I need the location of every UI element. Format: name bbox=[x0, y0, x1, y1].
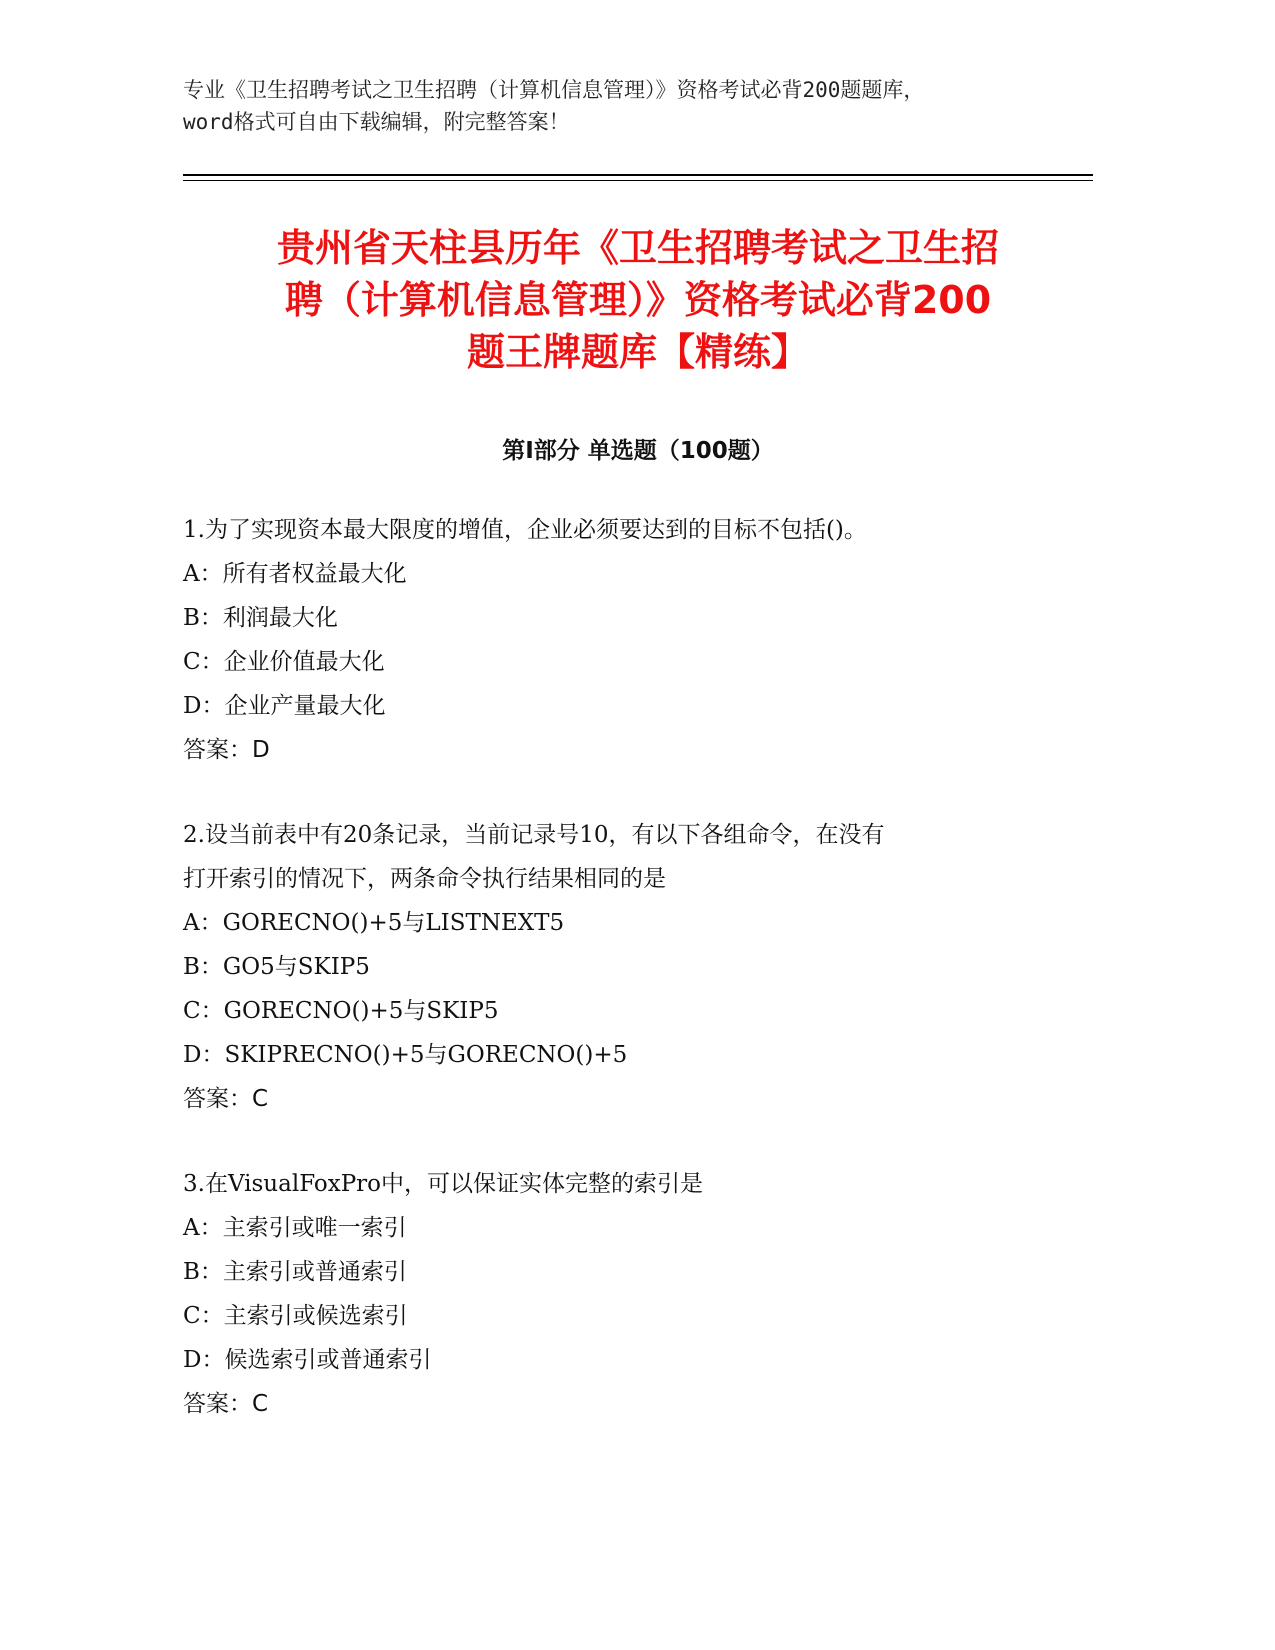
question-stem: 1.为了实现资本最大限度的增值，企业必须要达到的目标不包括()。 bbox=[183, 517, 867, 543]
option-d: D：候选索引或普通索引 bbox=[183, 1347, 432, 1373]
section-title: 第Ⅰ部分 单选题（100题） bbox=[502, 438, 774, 464]
option-d: D：SKIPRECNO()+5与GORECNO()+5 bbox=[183, 1042, 628, 1068]
option-a: A：所有者权益最大化 bbox=[183, 561, 407, 587]
option-d: D：企业产量最大化 bbox=[183, 693, 386, 719]
title-line-3: 题王牌题库【精练】 bbox=[466, 330, 809, 374]
header-note-line-1: 专业《卫生招聘考试之卫生招聘（计算机信息管理）》资格考试必背200题题库， bbox=[183, 78, 925, 102]
header-note bbox=[183, 74, 1083, 138]
question-3 bbox=[183, 1162, 1083, 1426]
option-c: C：主索引或候选索引 bbox=[183, 1303, 408, 1329]
option-a: A：GORECNO()+5与LISTNEXT5 bbox=[183, 910, 565, 936]
question-1 bbox=[183, 508, 1083, 772]
title-line-1: 贵州省天柱县历年《卫生招聘考试之卫生招 bbox=[276, 226, 999, 270]
header-divider-thick bbox=[183, 174, 1093, 176]
question-2 bbox=[183, 813, 1083, 1121]
question-stem: 3.在VisualFoxPro中，可以保证实体完整的索引是 bbox=[183, 1171, 704, 1197]
header-divider-thin bbox=[183, 180, 1093, 181]
title-line-2: 聘（计算机信息管理）》资格考试必背200 bbox=[284, 278, 992, 322]
header-note-line-2: word格式可自由下载编辑，附完整答案！ bbox=[183, 110, 570, 134]
document-title bbox=[183, 222, 1093, 378]
option-b: B：利润最大化 bbox=[183, 605, 338, 631]
answer: 答案：D bbox=[183, 737, 270, 763]
option-a: A：主索引或唯一索引 bbox=[183, 1215, 407, 1241]
option-c: C：企业价值最大化 bbox=[183, 649, 385, 675]
option-b: B：主索引或普通索引 bbox=[183, 1259, 407, 1285]
answer: 答案：C bbox=[183, 1391, 269, 1417]
option-c: C：GORECNO()+5与SKIP5 bbox=[183, 998, 499, 1024]
question-stem: 2.设当前表中有20条记录，当前记录号10，有以下各组命令，在没有 bbox=[183, 822, 885, 848]
answer: 答案：C bbox=[183, 1086, 269, 1112]
question-stem-continued: 打开索引的情况下，两条命令执行结果相同的是 bbox=[183, 866, 666, 892]
option-b: B：GO5与SKIP5 bbox=[183, 954, 370, 980]
